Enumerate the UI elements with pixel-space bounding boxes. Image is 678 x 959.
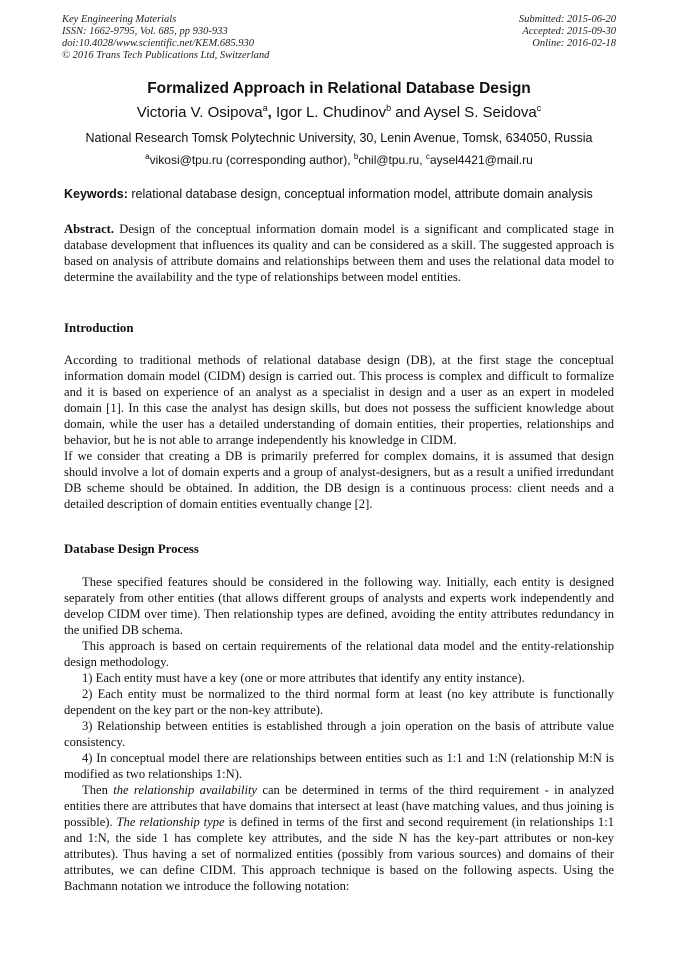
abstract [64, 221, 614, 285]
requirement-item: 3) Relationship between entities is established through a join operation on the basis of attribute value consistency. [64, 719, 614, 749]
requirement-item: 2) Each entity must be normalized to the third normal form at least (no key attribute is functionally dependent on the key part or the non-key attribute). [64, 687, 614, 717]
affiliation: National Research Tomsk Polytechnic University, 30, Lenin Avenue, Tomsk, 634050, Russia [85, 131, 593, 145]
email-mark: b [353, 152, 359, 161]
text-run: Then [82, 783, 114, 797]
introduction-body [64, 352, 614, 512]
keywords-label: Keywords: [64, 187, 128, 201]
email-mark: c [425, 152, 430, 161]
online-date: Online: 2016-02-18 [532, 38, 616, 49]
author-separator: , [267, 104, 276, 121]
paragraph: According to traditional methods of relational database design (DB), at the first stage the conceptual information domain model (CIDM) design is carried out. This process is complex and difficult to formalize and it is based on experience of an analyst as a specialist in design and a user as an expert in modeled domain [1]. In this case the analyst has design skills, but does not possess the sufficient knowledge about domain, while the user has a detailed understanding of domain entities, their properties, relationships and behavior, but he is not able to arrange independently his knowledge in CIDM. [64, 353, 614, 447]
author-separator: and [391, 104, 424, 121]
paragraph: If we consider that creating a DB is primarily preferred for complex domains, it is assumed that design should involve a lot of domain experts and a group of analyst-designers, but as a result a unified irredundant DB scheme should be obtained. In addition, the DB design is a continuous process: client needs and a detailed description of domain entities eventually change [2]. [64, 449, 614, 511]
requirement-item: 4) In conceptual model there are relationships between entities such as 1:1 and 1:N (relationship M:N is modified as two relationships 1:N). [64, 751, 614, 781]
author-emails [0, 152, 678, 167]
keywords [64, 187, 624, 201]
paragraph [64, 782, 614, 894]
author-name: Aysel S. Seidova [423, 104, 537, 121]
email-mark: a [145, 152, 150, 161]
submitted-date: Submitted: 2015-06-20 [518, 14, 616, 25]
paragraph: This approach is based on certain requirements of the relational data model and the entity-relationship design methodology. [64, 639, 614, 669]
author-affil-mark: a [262, 103, 268, 113]
email-text: chil@tpu.ru, [358, 153, 426, 167]
copyright-line: © 2016 Trans Tech Publications Ltd, Switzerland [62, 50, 270, 61]
section-heading-process: Database Design Process [64, 542, 199, 556]
emphasis-term: The relationship type [116, 815, 225, 829]
journal-info [62, 14, 269, 62]
section-heading-introduction: Introduction [64, 321, 134, 335]
author-affil-mark: c [536, 103, 542, 113]
abstract-text: Design of the conceptual information domain model is a significant and complicated stage in database development that influences its quality and can be considered as a skill. The suggested approach is based on analysis of attribute domains and relationships between them and uses the relational data model to determine the availability and the type of relationships between model entities. [64, 222, 614, 284]
paper-title: Formalized Approach in Relational Database Design [147, 80, 531, 97]
author-name: Victoria V. Osipova [136, 104, 263, 121]
email-text: aysel4421@mail.ru [429, 153, 533, 167]
emphasis-term: the relationship availability [113, 783, 258, 797]
author-list [0, 103, 678, 121]
paragraph: These specified features should be considered in the following way. Initially, each entity is designed separately from other entities (that allows different groups of analysts and experts work independently and develop CIDM over time). Then relationship types are defined, avoiding the entity attributes redundancy in the unified DB schema. [64, 575, 614, 637]
keywords-text: relational database design, conceptual information model, attribute domain analysis [127, 187, 593, 201]
dates-info [519, 14, 616, 50]
process-body [64, 574, 614, 894]
issn-line: ISSN: 1662-9795, Vol. 685, pp 930-933 [62, 26, 228, 37]
author-name: Igor L. Chudinov [276, 104, 387, 121]
abstract-label: Abstract. [64, 222, 115, 236]
requirement-item: 1) Each entity must have a key (one or more attributes that identify any entity instance). [82, 671, 525, 685]
accepted-date: Accepted: 2015-09-30 [522, 26, 616, 37]
journal-name: Key Engineering Materials [62, 14, 177, 25]
doi-line: doi:10.4028/www.scientific.net/KEM.685.930 [62, 38, 254, 49]
author-affil-mark: b [386, 103, 392, 113]
email-text: vikosi@tpu.ru (corresponding author), [149, 153, 354, 167]
text-run: is defined in terms of the first and second requirement (in relationships 1:1 and 1:N, the side 1 has complete key attributes, and the side N has the key-part attributes or non-key attributes). Thus having a set of normalized entities (possibly from various sources) and domains of their attributes, we can define CIDM. This approach technique is based on the following aspects. Using the Bachmann notation we introduce the following notation: [64, 815, 614, 893]
text-run: can be determined in terms of the third requirement - in analyzed entities there are attributes that have domains that intersect at least (have matching values, and thus joining is possible). [64, 783, 615, 829]
